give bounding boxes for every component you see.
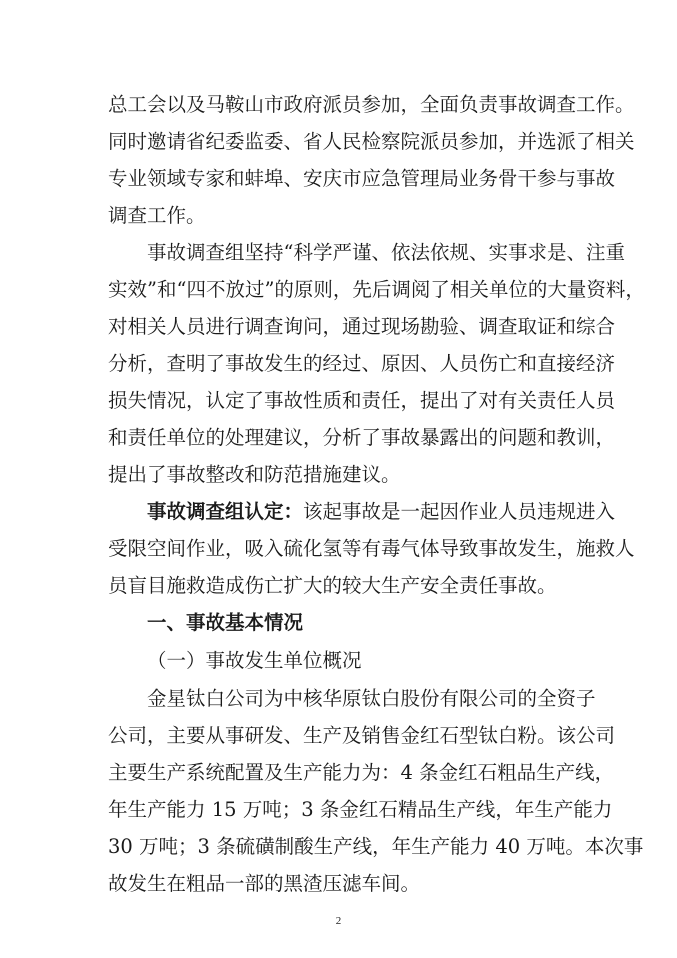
paragraph-2-line-5: 损失情况，认定了事故性质和责任，提出了对有关责任人员 [108,389,616,412]
paragraph-3-line-2: 受限空间作业，吸入硫化氢等有毒气体导致事故发生，施救人 [108,537,635,560]
paragraph-2-line-1: 事故调查组坚持“科学严谨、依法依规、实事求是、注重 [147,241,625,264]
finding-lead: 事故调查组认定： [147,500,304,523]
paragraph-4-line-3: 主要生产系统配置及生产能力为：4 条金红石粗品生产线， [108,761,615,784]
paragraph-1-line-3: 专业领域专家和蚌埠、安庆市应急管理局业务骨干参与事故 [108,167,616,190]
paragraph-2-line-4: 分析，查明了事故发生的经过、原因、人员伤亡和直接经济 [108,352,616,375]
page-number: 2 [335,915,342,927]
subsection-heading: （一）事故发生单位概况 [147,649,362,672]
paragraph-2-line-2: 实效”和“四不放过”的原则，先后调阅了相关单位的大量资料， [108,278,645,301]
paragraph-2-line-7: 提出了事故整改和防范措施建议。 [108,463,401,486]
paragraph-3-line-3: 员盲目施救造成伤亡扩大的较大生产安全责任事故。 [108,574,557,597]
paragraph-1-line-1: 总工会以及马鞍山市政府派员参加，全面负责事故调查工作。 [108,93,635,116]
section-heading: 一、事故基本情况 [147,611,304,634]
paragraph-4-line-2: 公司，主要从事研发、生产及销售金红石型钛白粉。该公司 [108,724,616,747]
paragraph-4-line-1: 金星钛白公司为中核华原钛白股份有限公司的全资子 [147,687,596,710]
paragraph-2-line-3: 对相关人员进行调查询问，通过现场勘验、调查取证和综合 [108,315,616,338]
paragraph-4-line-4: 年生产能力 15 万吨；3 条金红石精品生产线，年生产能力 [108,798,613,821]
paragraph-1-line-2: 同时邀请省纪委监委、省人民检察院派员参加，并选派了相关 [108,130,635,153]
paragraph-3-line-1 [147,500,616,523]
paragraph-2-line-6: 和责任单位的处理建议，分析了事故暴露出的问题和教训， [108,426,616,449]
finding-text: 该起事故是一起因作业人员违规进入 [303,500,616,523]
paragraph-1-line-4: 调查工作。 [108,204,206,227]
paragraph-4-line-5: 30 万吨；3 条硫磺制酸生产线，年生产能力 40 万吨。本次事 [108,835,644,858]
paragraph-4-line-6: 故发生在粗品一部的黑渣压滤车间。 [108,872,421,895]
